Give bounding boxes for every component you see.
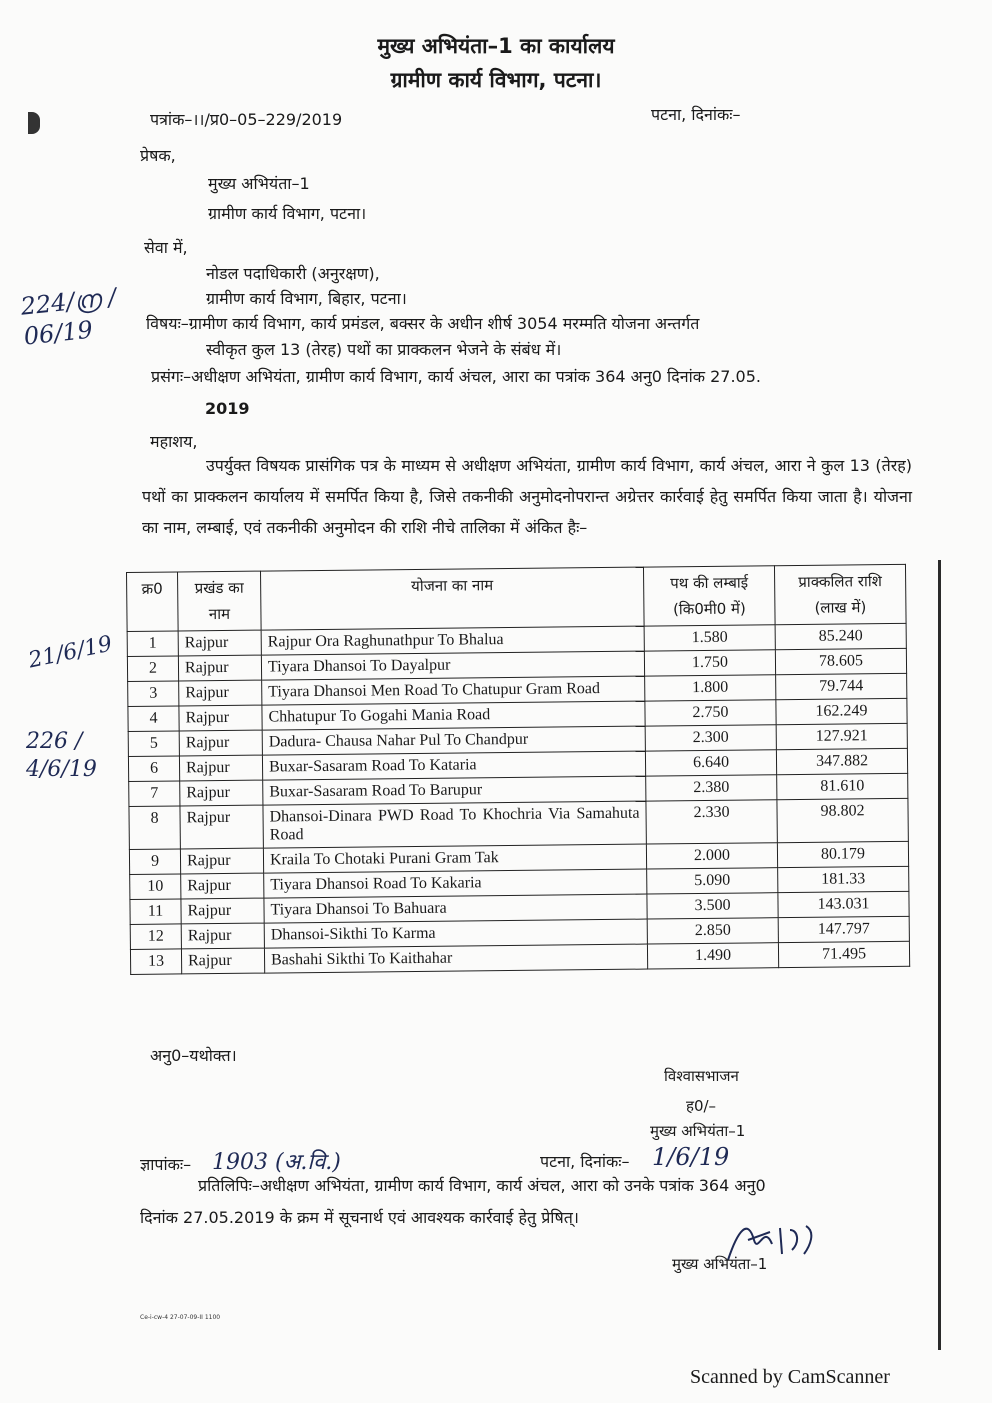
cell-amount: 347.882 — [776, 748, 907, 774]
cell-length: 2.000 — [646, 843, 777, 869]
cell-scheme: Tiyara Dhansoi To Bahuara — [264, 894, 647, 923]
margin-note-2: 21/6/19 — [26, 631, 115, 674]
cell-sn: 7 — [129, 781, 180, 807]
cell-scheme: Bashahi Sikthi To Kaithahar — [264, 944, 647, 973]
cell-amount: 127.921 — [776, 723, 907, 749]
signoff-line-2: ह0/– — [686, 1097, 717, 1115]
cell-amount: 79.744 — [776, 673, 907, 699]
cell-block: Rajpur — [179, 730, 262, 756]
cell-length: 1.750 — [644, 650, 775, 676]
cell-amount: 85.240 — [775, 623, 906, 649]
sender-label: प्रेषक, — [140, 146, 176, 165]
subject-line-2: स्वीकृत कुल 13 (तेरह) पथों का प्राक्कलन भेजने के संबंध में। — [206, 340, 562, 359]
cell-length: 2.330 — [646, 800, 777, 844]
cell-amount: 71.495 — [778, 941, 909, 967]
cell-scheme: Buxar-Sasaram Road To Barupur — [263, 776, 646, 805]
cell-block: Rajpur — [180, 848, 263, 874]
cell-amount: 78.605 — [775, 648, 906, 674]
cell-block: Rajpur — [178, 630, 261, 656]
cell-block: Rajpur — [181, 898, 264, 924]
signoff-line-3: मुख्य अभियंता–1 — [650, 1122, 746, 1140]
cell-scheme: Dadura- Chausa Nahar Pul To Chandpur — [262, 726, 645, 755]
cell-length: 6.640 — [645, 750, 776, 776]
cell-scheme: Buxar-Sasaram Road To Kataria — [262, 751, 645, 780]
salutation: महाशय, — [150, 432, 198, 451]
cell-block: Rajpur — [181, 948, 264, 974]
cell-sn: 13 — [130, 949, 181, 975]
cell-block: Rajpur — [178, 655, 261, 681]
office-title: मुख्य अभियंता–1 का कार्यालय — [377, 34, 615, 58]
department-title: ग्रामीण कार्य विभाग, पटना। — [390, 68, 602, 92]
cell-scheme: Dhansoi-Dinara PWD Road To Khochria Via Samahuta Road — [263, 801, 646, 848]
col-scheme-header: योजना का नाम — [260, 567, 644, 630]
cell-sn: 11 — [130, 899, 181, 925]
enclosure-note: अनु0–यथोक्त। — [150, 1046, 237, 1065]
body-paragraph: उपर्युक्त विषयक प्रासंगिक पत्र के माध्यम से अधीक्षण अभियंता, ग्रामीण कार्य विभाग, कार्य अंचल, आरा ने कुल 13 (तेरह) पथों का प्राक्कलन कार्यालय में समर्पित किया है, जिसे तकनीकी अनुमोदनोपरान्त अग्रेत्तर कार्रवाई हेतु समर्पित किया जाता है। योजना का नाम, लम्बाई, एवं तकनीकी अनुमोदन की राशि नीचे तालिका में अंकित हैः– — [142, 456, 912, 537]
cell-scheme: Kraila To Chotaki Purani Gram Tak — [263, 844, 646, 873]
cell-sn: 9 — [129, 849, 180, 875]
col-block-header: प्रखंड का नाम — [178, 571, 262, 631]
cell-length: 2.300 — [645, 725, 776, 751]
binding-mark — [28, 112, 40, 134]
cell-block: Rajpur — [179, 755, 262, 781]
signoff-line-1: विश्वासभाजन — [664, 1067, 739, 1085]
reference-line-1: प्रसंगः–अधीक्षण अभियंता, ग्रामीण कार्य विभाग, कार्य अंचल, आरा का पत्रांक 364 अनु0 दिनांक 27.05. — [151, 367, 761, 386]
cell-amount: 81.610 — [777, 773, 908, 799]
cell-amount: 147.797 — [778, 916, 909, 942]
margin-note-1: 224/ന്ര / 06/19 — [19, 282, 118, 351]
memo-label: ज्ञापांकः– — [140, 1155, 192, 1174]
cell-block: Rajpur — [179, 680, 262, 706]
sign-title: मुख्य अभियंता–1 — [672, 1255, 768, 1273]
copy-line-1: प्रतिलिपिः–अधीक्षण अभियंता, ग्रामीण कार्य विभाग, कार्य अंचल, आरा को उनके पत्रांक 364 अनु0 — [198, 1176, 766, 1195]
cell-sn: 4 — [128, 706, 179, 732]
cell-amount: 162.249 — [776, 698, 907, 724]
recipient-line-2: ग्रामीण कार्य विभाग, बिहार, पटना। — [206, 289, 407, 308]
cell-amount: 143.031 — [778, 891, 909, 917]
col-sn-header: क्र0 — [127, 572, 179, 632]
cell-block: Rajpur — [180, 780, 263, 806]
letter-number: पत्रांक–।।/प्र0–05–229/2019 — [150, 110, 343, 129]
cell-sn: 1 — [127, 631, 178, 657]
memo-date-handwritten: 1/6/19 — [652, 1143, 730, 1171]
cell-sn: 2 — [127, 656, 178, 682]
cell-block: Rajpur — [181, 873, 264, 899]
sender-line-2: ग्रामीण कार्य विभाग, पटना। — [208, 204, 367, 223]
roads-table — [126, 564, 910, 975]
cell-sn: 5 — [128, 731, 179, 757]
cell-sn: 12 — [130, 924, 181, 950]
table-header-row — [127, 564, 907, 631]
margin-note-3: 226 / 4/6/19 — [26, 729, 97, 782]
letter-date-label: पटना, दिनांकः– — [651, 105, 741, 124]
recipient-label: सेवा में, — [144, 238, 188, 257]
cell-block: Rajpur — [179, 705, 262, 731]
cell-scheme: Tiyara Dhansoi Road To Kakaria — [264, 869, 647, 898]
cell-sn: 6 — [128, 756, 179, 782]
cell-scheme: Tiyara Dhansoi Men Road To Chatupur Gram Road — [262, 676, 645, 705]
cell-scheme: Tiyara Dhansoi To Dayalpur — [261, 651, 644, 680]
memo-date-label: पटना, दिनांकः– — [540, 1152, 630, 1171]
cell-block: Rajpur — [180, 805, 263, 849]
cell-sn: 8 — [129, 806, 180, 850]
subject-line-1: विषयः–ग्रामीण कार्य विभाग, कार्य प्रमंडल, बक्सर के अधीन शीर्ष 3054 मरम्मति योजना अन्तर्गत — [146, 314, 700, 333]
memo-number-handwritten: 1903 (अ.वि.) — [212, 1150, 341, 1175]
cell-scheme: Rajpur Ora Raghunathpur To Bhalua — [261, 626, 644, 655]
cell-scheme: Dhansoi-Sikthi To Karma — [264, 919, 647, 948]
cell-block: Rajpur — [181, 923, 264, 949]
scanner-watermark: Scanned by CamScanner — [690, 1366, 890, 1388]
sender-line-1: मुख्य अभियंता–1 — [208, 174, 310, 193]
cell-sn: 10 — [130, 874, 181, 900]
cell-scheme: Chhatupur To Gogahi Mania Road — [262, 701, 645, 730]
cell-length: 2.850 — [647, 918, 778, 944]
cell-length: 2.380 — [646, 775, 777, 801]
table-body — [127, 623, 910, 974]
cell-length: 1.580 — [644, 625, 775, 651]
cell-length: 3.500 — [647, 893, 778, 919]
cell-sn: 3 — [128, 681, 179, 707]
cell-amount: 98.802 — [777, 798, 908, 842]
cell-length: 1.800 — [645, 675, 776, 701]
reference-line-2: 2019 — [205, 399, 250, 418]
cell-length: 5.090 — [647, 868, 778, 894]
col-length-header: पथ की लम्बाई (कि0मी0 में) — [643, 566, 775, 626]
cell-length: 2.750 — [645, 700, 776, 726]
page-edge-line — [938, 560, 941, 1350]
copy-line-2: दिनांक 27.05.2019 के क्रम में सूचनार्थ एवं आवश्यक कार्रवाई हेतु प्रेषित्। — [140, 1208, 579, 1227]
cell-amount: 181.33 — [778, 866, 909, 892]
col-amount-header: प्राक्कलित राशि (लाख में) — [774, 564, 906, 624]
cell-amount: 80.179 — [777, 841, 908, 867]
cell-length: 1.490 — [647, 943, 778, 969]
recipient-line-1: नोडल पदाधिकारी (अनुरक्षण), — [206, 264, 380, 283]
form-code: Ce-i-cw-4 27-07-09-II 1100 — [140, 1314, 221, 1321]
